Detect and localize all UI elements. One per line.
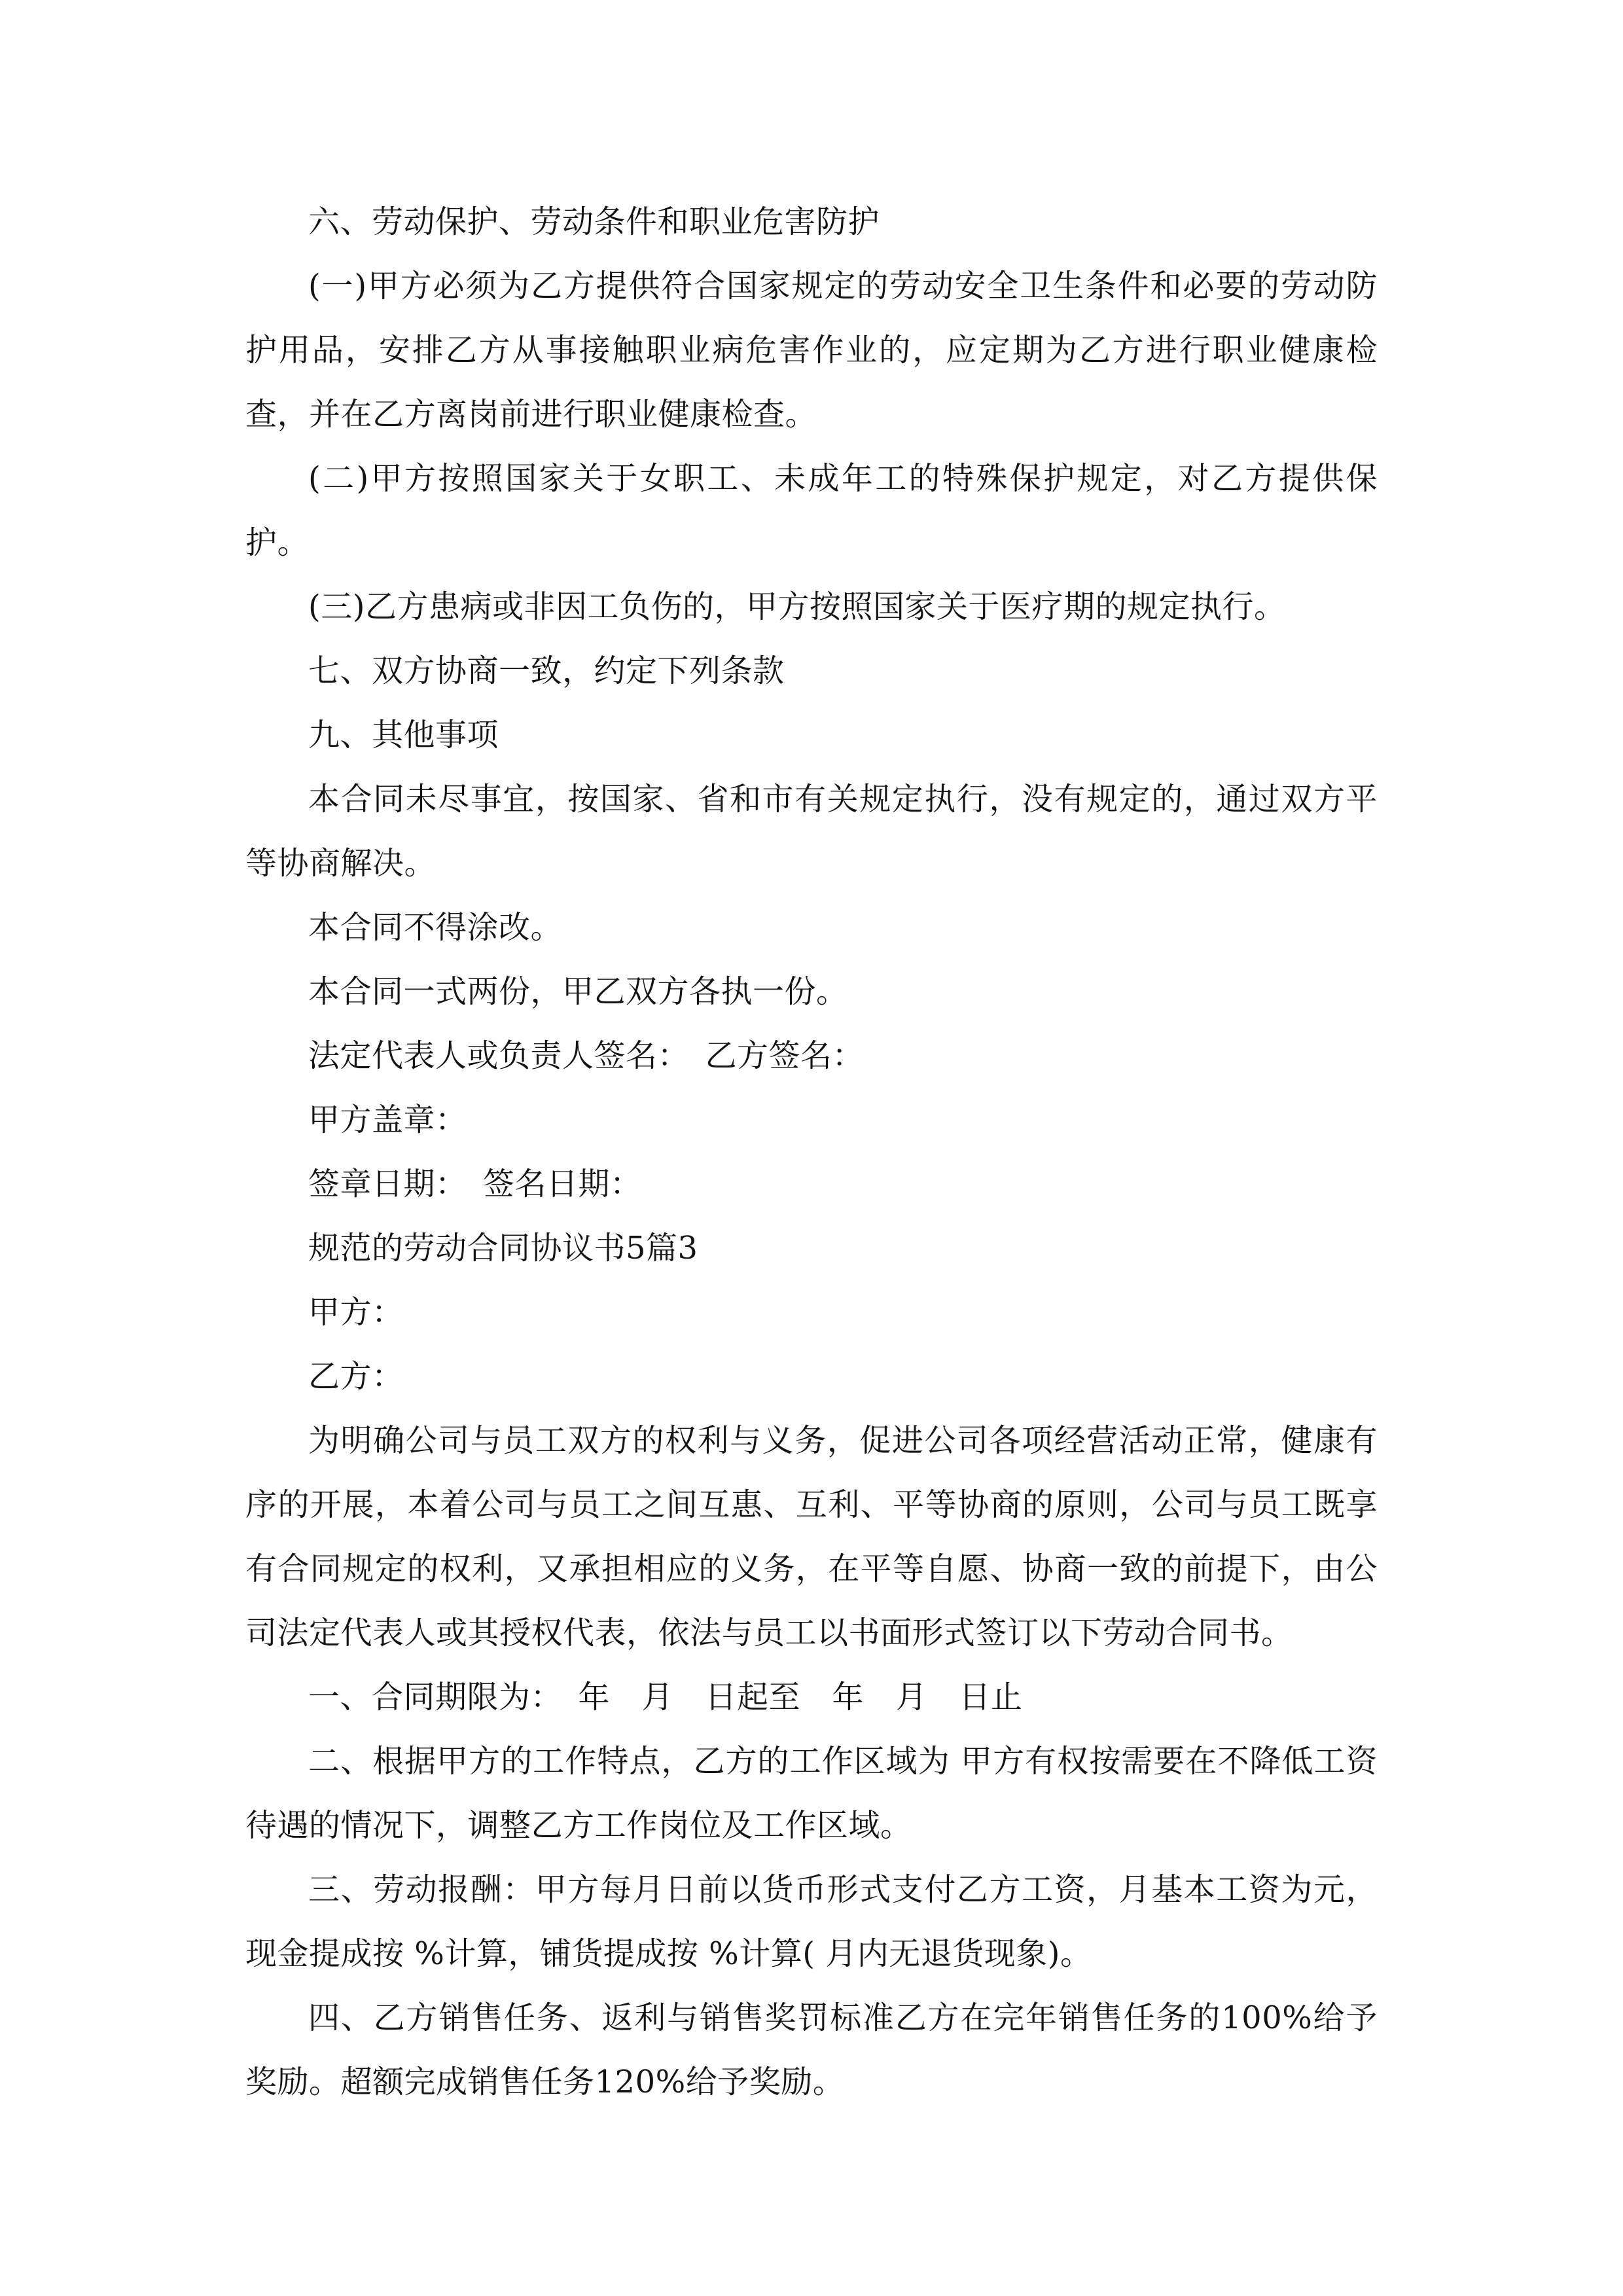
seal-line: 甲方盖章： [308, 1102, 467, 1138]
section-heading-other-matters: 九、其他事项 [308, 717, 499, 753]
paragraph: 二、根据甲方的工作特点，乙方的工作区域为 甲方有权按需要在不降低工资待遇的情况下，调整乙方工作岗位及工作区域。 [245, 1743, 1378, 1844]
paragraph: 本合同未尽事宜，按国家、省和市有关规定执行，没有规定的，通过双方平等协商解决。 [245, 781, 1378, 882]
paragraph: 本合同不得涂改。 [308, 909, 563, 946]
section-heading-agreed-terms: 七、双方协商一致，约定下列条款 [308, 653, 785, 689]
party-b-line: 乙方： [308, 1358, 404, 1395]
paragraph: (三)乙方患病或非因工负伤的，甲方按照国家关于医疗期的规定执行。 [308, 588, 1286, 625]
party-a-line: 甲方： [308, 1294, 404, 1331]
paragraph: 为明确公司与员工双方的权利与义务，促进公司各项经营活动正常，健康有序的开展，本着公司与员工之间互惠、互利、平等协商的原则，公司与员工既享有合同规定的权利，又承担相应的义务，在平等自愿、协商一致的前提下，由公司法定代表人或其授权代表，依法与员工以书面形式签订以下劳动合同书。 [245, 1422, 1378, 1651]
paragraph: 四、乙方销售任务、返利与销售奖罚标准乙方在完年销售任务的100%给予奖励。超额完成销售任务120%给予奖励。 [245, 2000, 1378, 2100]
signature-line: 法定代表人或负责人签名： 乙方签名： [308, 1037, 865, 1074]
section-heading-labor-protection: 六、劳动保护、劳动条件和职业危害防护 [308, 204, 880, 240]
date-line: 签章日期： 签名日期： [308, 1166, 642, 1202]
paragraph: 本合同一式两份，甲乙双方各执一份。 [308, 973, 848, 1010]
document-subtitle: 规范的劳动合同协议书5篇3 [308, 1230, 698, 1266]
document-body [245, 190, 1378, 2114]
paragraph: (一)甲方必须为乙方提供符合国家规定的劳动安全卫生条件和必要的劳动防护用品，安排乙方从事接触职业病危害作业的，应定期为乙方进行职业健康检查，并在乙方离岗前进行职业健康检查。 [245, 268, 1378, 433]
paragraph: (二)甲方按照国家关于女职工、未成年工的特殊保护规定，对乙方提供保护。 [245, 460, 1378, 561]
paragraph: 一、合同期限为： 年 月 日起至 年 月 日止 [308, 1679, 1023, 1715]
paragraph: 三、劳动报酬：甲方每月日前以货币形式支付乙方工资，月基本工资为元，现金提成按 %计算，铺货提成按 %计算( 月内无退货现象)。 [245, 1871, 1378, 1972]
